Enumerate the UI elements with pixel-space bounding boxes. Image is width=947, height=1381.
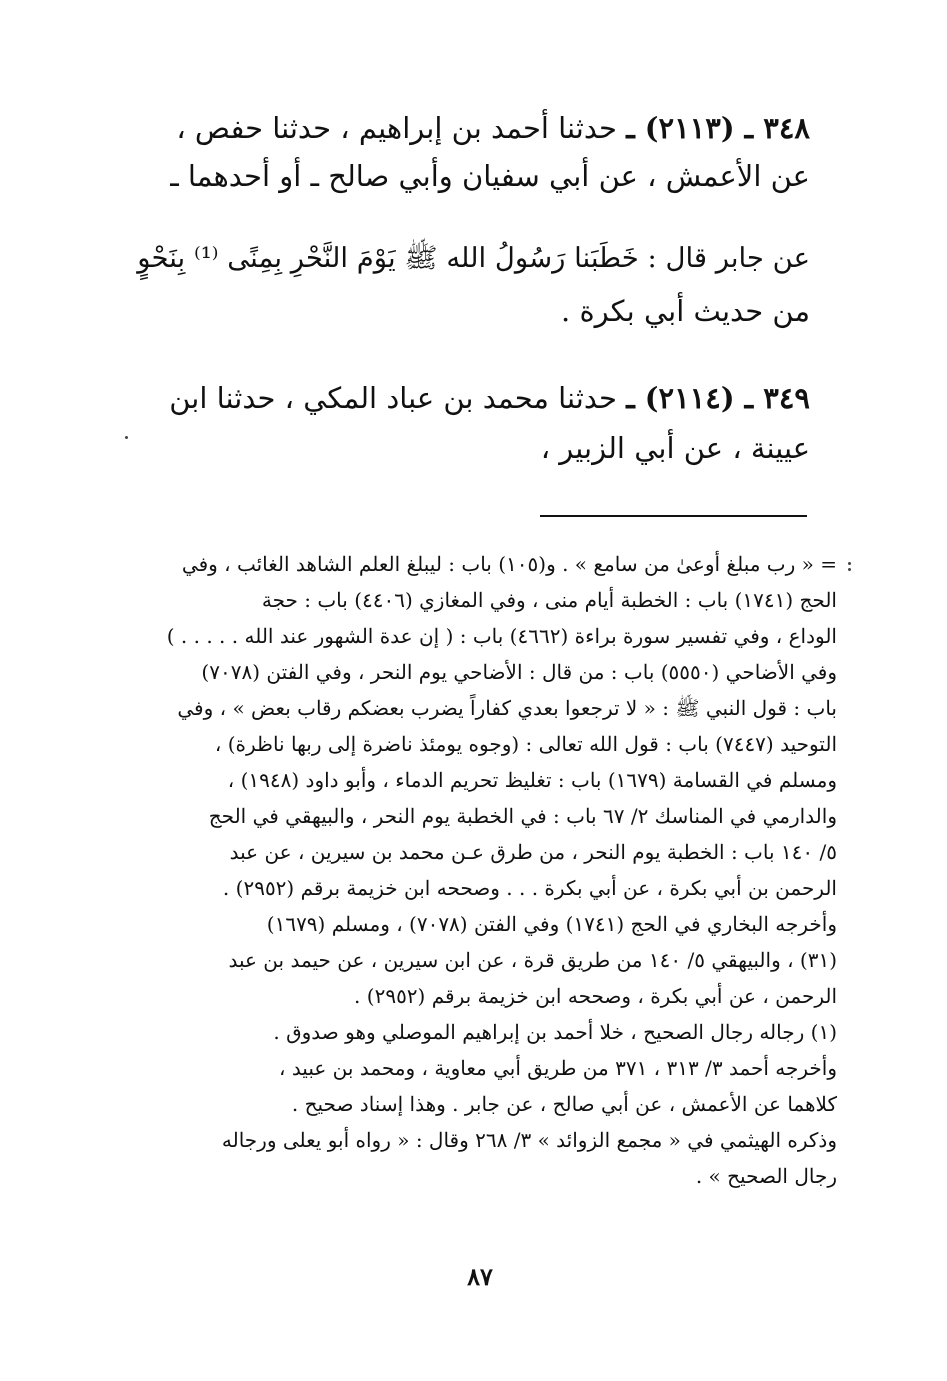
- hadith-349-isnad-start: حدثنا محمد بن عباد المكي ، حدثنا ابن: [169, 381, 617, 415]
- footnote-line: = « رب مبلغ أوعىٰ من سامع » . و(١٠٥) باب : ليبلغ العلم الشاهد الغائب ، وفي: [181, 552, 837, 576]
- ink-speck: [848, 562, 851, 565]
- ink-speck: [125, 436, 128, 439]
- footnote-line: الرحمن بن أبي بكرة ، عن أبي بكرة . . . وصححه ابن خزيمة برقم (٢٩٥٢) .: [222, 876, 837, 900]
- ink-speck: [848, 568, 851, 571]
- footnote-line: (٣١) ، والبيهقي ٥/ ١٤٠ من طريق قرة ، عن ابن سيرين ، عن حيمد بن عبد: [228, 948, 837, 972]
- footnote-line: الوداع ، وفي تفسير سورة براءة (٤٦٦٢) باب : ( إن عدة الشهور عند الله . . . . . ): [166, 624, 837, 648]
- footnote-line: ٥/ ١٤٠ باب : الخطبة يوم النحر ، من طرق عـن محمد بن سيرين ، عن عبد: [229, 840, 837, 864]
- footnote-line: (١) رجاله رجال الصحيح ، خلا أحمد بن إبراهيم الموصلي وهو صدوق .: [273, 1020, 837, 1044]
- hadith-348-number: ٣٤٨ ـ (٢١١٣) ـ: [626, 111, 810, 145]
- hadith-348-line-2: عن الأعمش ، عن أبي سفيان وأبي صالح ـ أو أحدهما ـ: [170, 159, 810, 193]
- hadith-349-line-1: [137, 370, 810, 426]
- hadith-348-isnad-start: حدثنا أحمد بن إبراهيم ، حدثنا حفص ،: [176, 111, 617, 145]
- footnote-line: وأخرجه البخاري في الحج (١٧٤١) وفي الفتن (٧٠٧٨) ، ومسلم (١٦٧٩): [266, 912, 837, 936]
- footnote-line: رجال الصحيح » .: [695, 1164, 837, 1188]
- footnote-line: وأخرجه أحمد ٣/ ٣١٣ ، ٣٧١ من طريق أبي معاوية ، ومحمد بن عبيد ،: [279, 1056, 837, 1080]
- footnote-line: وفي الأضاحي (٥٥٥٠) باب : من قال : الأضاحي يوم النحر ، وفي الفتن (٧٠٧٨): [201, 660, 837, 684]
- footnote-line: الرحمن ، عن أبي بكرة ، وصححه ابن خزيمة برقم (٢٩٥٢) .: [354, 984, 837, 1008]
- footnote-line: وذكره الهيثمي في « مجمع الزوائد » ٣/ ٢٦٨ وقال : « رواه أبو يعلى ورجاله: [221, 1128, 837, 1152]
- footnote-line: الحج (١٧٤١) باب : الخطبة أيام منى ، وفي المغازي (٤٤٠٦) باب : حجة: [261, 588, 837, 612]
- hadith-348-line-4: من حديث أبي بكرة .: [561, 294, 810, 328]
- hadith-349-line-2: عيينة ، عن أبي الزبير ،: [540, 431, 810, 465]
- footnote-line: كلاهما عن الأعمش ، عن أبي صالح ، عن جابر . وهذا إسناد صحيح .: [291, 1092, 837, 1116]
- hadith-349-number: ٣٤٩ ـ (٢١١٤) ـ: [626, 381, 810, 415]
- footnote-line: ومسلم في القسامة (١٦٧٩) باب : تغليظ تحريم الدماء ، وأبو داود (١٩٤٨) ،: [227, 768, 837, 792]
- footnote-separator: [540, 515, 807, 517]
- footnote-line: باب : قول النبي ﷺ : « لا ترجعوا بعدي كفاراً يضرب بعضكم رقاب بعض » ، وفي: [177, 696, 837, 720]
- hadith-348-line-3: عن جابر قال : خَطَبَنا رَسُولُ الله ﷺ يَوْمَ النَّحْرِ بِمِنًى ⁽¹⁾ بِنَحْوٍ: [137, 242, 810, 274]
- footnote-line: التوحيد (٧٤٤٧) باب : قول الله تعالى : (وجوه يومئذ ناضرة إلى ربها ناظرة) ،: [214, 732, 837, 756]
- page-number: ٨٧: [467, 1262, 493, 1291]
- footnote-line: والدارمي في المناسك ٢/ ٦٧ باب : في الخطبة يوم النحر ، والبيهقي في الحج: [208, 804, 837, 828]
